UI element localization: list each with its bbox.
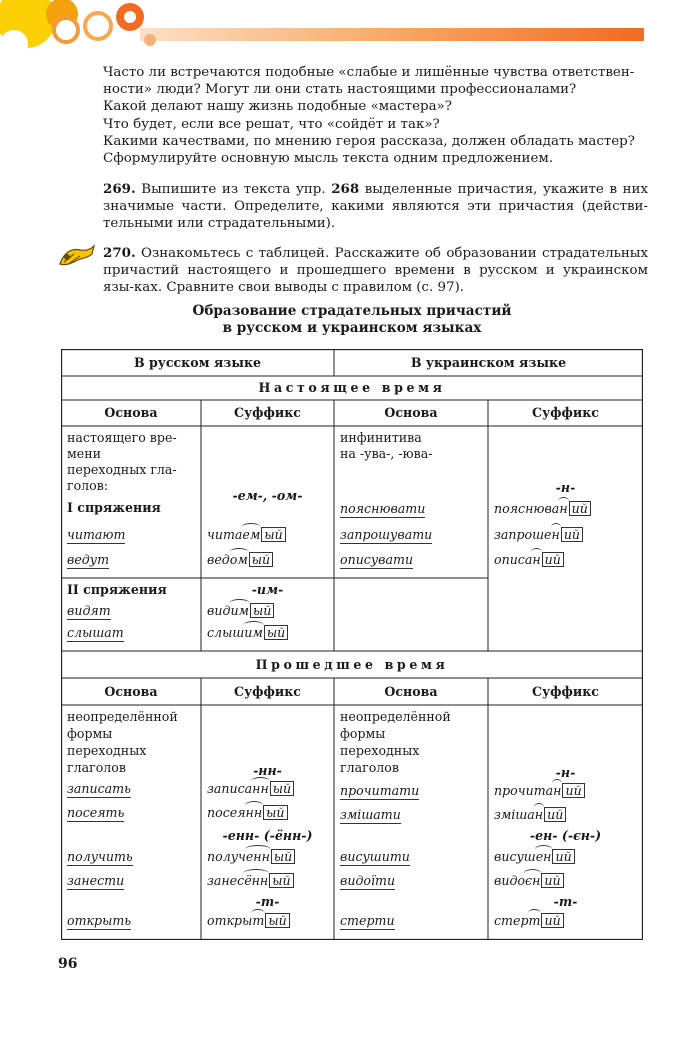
past-tense-header: Прошедшее время: [255, 657, 449, 672]
basis-text: переходных: [67, 743, 147, 758]
page-number: 96: [58, 956, 78, 972]
verb: записать: [67, 781, 131, 796]
verb: читают: [67, 527, 126, 542]
participle: видоєн ий: [494, 873, 564, 888]
basis-text: на -ува-, -юва-: [340, 446, 433, 461]
task-text: Выпишите из текста упр.: [135, 182, 332, 197]
table-title: [60, 303, 644, 337]
verb: занести: [67, 873, 125, 888]
participle: полученн ый: [207, 849, 295, 864]
table-title-line: в русском и украинском языках: [222, 320, 482, 336]
basis-text: формы: [67, 726, 113, 741]
col-suffix: Суффикс: [532, 405, 599, 420]
participle: ведом ый: [207, 552, 273, 567]
basis-text: неопределённой: [340, 709, 451, 724]
task-270: [103, 245, 648, 297]
suffix-label: -енн- (-ённ-): [222, 828, 313, 843]
verb: ведут: [67, 552, 110, 567]
participle: стерт ий: [494, 913, 564, 928]
basis-text: инфинитива: [340, 430, 422, 445]
verb: получить: [67, 849, 133, 864]
basis-text: голов:: [67, 478, 109, 493]
table-title-line: Образование страдательных причастий: [192, 303, 512, 319]
basis-text: неопределённой: [67, 709, 178, 724]
suffix-label: -ем-, -ом-: [232, 488, 303, 503]
task-number: 270.: [103, 245, 136, 261]
suffix-label: -т-: [553, 894, 578, 909]
participle: посеянн ый: [207, 805, 288, 820]
task-text: Ознакомьтесь с таблицей. Расскажите об образовании страдательных причастий настоящего и прошедшего времени в русском и украинском язы-ках. Сравните свои выводы с правилом (с. 97).: [103, 246, 648, 296]
present-tense-header: Настоящее время: [258, 380, 446, 395]
task-269: [103, 181, 648, 233]
basis-text: настоящего вре-: [67, 430, 177, 445]
col-osnova: Основа: [384, 405, 438, 420]
verb: видят: [67, 603, 111, 618]
suffix-label: -н-: [555, 765, 576, 780]
question-line: Сформулируйте основную мысль текста одним предложением.: [103, 151, 554, 167]
suffix-label: -им-: [251, 582, 284, 597]
participle: змішан ий: [494, 807, 566, 822]
verb: змішати: [340, 807, 401, 822]
participle: занесённ ый: [207, 873, 294, 888]
conjugation-1: I спряжения: [67, 500, 161, 515]
verb: запрошувати: [340, 527, 433, 542]
verb: открыть: [67, 913, 132, 928]
participle: записанн ый: [207, 781, 294, 796]
task-text: выделенные причастия, укажите в них значимые части. Определите, какими являются эти причастия (действи-тельными или страдательными).: [103, 182, 648, 232]
verb: описувати: [340, 552, 414, 567]
verb: видоїти: [340, 873, 396, 888]
questions-block: [103, 64, 648, 167]
question-line: Часто ли встречаются подобные «слабые и лишённые чувства ответствен-: [103, 65, 635, 80]
basis-text: формы: [340, 726, 386, 741]
verb: стерти: [340, 913, 395, 928]
participle: открыт ый: [207, 913, 290, 928]
participles-table: [61, 349, 643, 940]
participle: видим ый: [207, 603, 274, 618]
participle: читаем ый: [207, 527, 286, 542]
participle: пояснюван ий: [494, 501, 591, 516]
question-line: Какими качествами, по мнению героя рассказа, должен обладать мастер?: [103, 133, 635, 149]
basis-text: глаголов: [340, 760, 399, 775]
question-line: ности» люди? Могут ли они стать настоящими профессионалами?: [103, 82, 577, 98]
basis-text: переходных: [340, 743, 420, 758]
writing-hand-icon: [58, 244, 96, 270]
task-number: 269.: [103, 181, 136, 197]
col-osnova: Основа: [104, 405, 158, 420]
verb: пояснювати: [340, 501, 426, 516]
col-suffix: Суффикс: [532, 684, 599, 699]
conjugation-2: II спряжения: [67, 582, 167, 597]
suffix-label: -н-: [555, 480, 576, 495]
verb: слышат: [67, 625, 124, 640]
participle: прочитан ий: [494, 783, 585, 798]
question-line: Какой делают нашу жизнь подобные «мастера»?: [103, 99, 452, 115]
suffix-label: -ен- (-єн-): [529, 828, 602, 843]
col-suffix: Суффикс: [234, 405, 301, 420]
col-osnova: Основа: [104, 684, 158, 699]
suffix-label: -т-: [255, 894, 280, 909]
verb: висушити: [340, 849, 410, 864]
header-decoration: [0, 0, 700, 60]
question-line: Что будет, если все решат, что «сойдёт и так»?: [103, 116, 440, 132]
participle: описан ий: [494, 552, 564, 567]
participle: висушен ий: [494, 849, 575, 864]
basis-text: глаголов: [67, 760, 126, 775]
task-reference: 268: [331, 181, 360, 197]
verb: посеять: [67, 805, 125, 820]
header-ukrainian: В украинском языке: [410, 355, 567, 370]
verb: прочитати: [340, 783, 420, 798]
participle: запрошен ий: [494, 527, 583, 542]
suffix-label: -нн-: [253, 763, 282, 778]
col-osnova: Основа: [384, 684, 438, 699]
basis-text: переходных гла-: [67, 462, 177, 477]
col-suffix: Суффикс: [234, 684, 301, 699]
header-russian: В русском языке: [133, 355, 262, 370]
participle: слышим ый: [207, 625, 288, 640]
basis-text: мени: [67, 446, 102, 461]
